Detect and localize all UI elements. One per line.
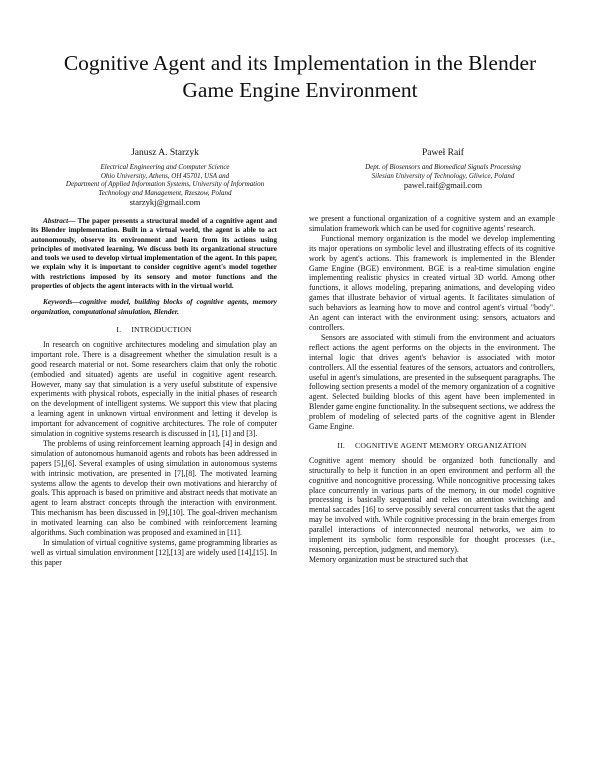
author-block-1: [40, 147, 290, 208]
paragraph: Memory organization must be structured such that: [309, 554, 468, 564]
section-heading-introduction: I. INTRODUCTION: [116, 324, 192, 334]
paragraph: Functional memory organization is the model we develop implementing its major operations on symbolic level and illustrating effects of its cognitive work by agent's actions. This framework is implemented in the Blender Game Engine (BGE) environment. BGE is a real-time simulation engine implementing realistic physics in created virtual 3D world. Among other functions, it allows modeling, preparing animations, and developing video games that illustrate behavior of virtual agents. It facilitates simulation of such behaviors as learning how to move and control agent's virtual "body". An agent can interact with the environment using: sensors, actuators and controllers.: [309, 233, 555, 332]
abstract-lead: Abstract: [43, 216, 69, 225]
author-name: Paweł Raif: [422, 148, 464, 158]
author-email: pawel.raif@gmail.com: [403, 180, 483, 191]
author-name: Janusz A. Starzyk: [131, 148, 199, 158]
paragraph: Sensors are associated with stimuli from the environment and actuators reflect actions the agent performs on the objects in the environment. The internal logic that drives agent's behavior is associated with motor controllers. All the essential features of the sensors, actuators and controllers, useful in agent's simulations, are presented in the subsequent paragraphs. The following section presents a model of the memory organization of a cognitive agent. Selected building blocks of this agent have been implemented in Blender game engine functionality. In the subsequent sections, we address the problem of modeling of selected parts of the cognitive agent in Blender Game Engine.: [309, 332, 555, 432]
right-column: [309, 214, 555, 565]
author-affiliation: Dept. of Biosensors and Biomedical Signals Processing Silesian University of Technology, Gliwice, Poland: [365, 163, 521, 180]
author-block-2: [318, 147, 568, 191]
paragraph: In simulation of virtual cognitive systems, game programming libraries as well as virtual simulation environment [12],[13] are widely used [14],[15]. In this paper: [31, 538, 277, 567]
left-column: [31, 216, 277, 568]
paper-title: Cognitive Agent and its Implementation in the Blender Game Engine Environment: [63, 51, 537, 102]
abstract-text: — The paper presents a structural model of a cognitive agent and its Blender implementation. Built in a virtual world, the agent is able to act autonomously, observe its environment and learn from its actions using principles of motivated learning. We discuss both its organizational structure and tools we used to develop virtual implementation of the agent. In this paper, we explain why it is important to consider cognitive agent's model together with restrictions imposed by its sensory and motor functions and the properties of objects the agent interacts with in the virtual world.: [31, 216, 277, 291]
keywords: Keywords—cognitive model, building blocks of cognitive agents, memory organization, computational simulation, Blender.: [31, 297, 277, 316]
paragraph: The problems of using reinforcement learning approach [4] in design and simulation of autonomous humanoid agents and robots has been addressed in papers [5],[6]. Several examples of using simulation in autonomous systems with intrinsic motivation, are presented in [7],[8]. The motivated learning systems allow the agents to develop their own motivations and hierarchy of goals. This approach is based on primitive and abstract needs that motivate an agent to learn abstract concepts through the interaction with environment. This mechanism has been discussed in [9],[10]. The goal-driven mechanism in motivated learning can also be combined with reinforcement learning algorithms. Such combination was proposed and examined in [11].: [31, 438, 277, 538]
author-affiliation: Electrical Engineering and Computer Science Ohio University, Athens, OH 45701, USA and Department of Applied Information Systems, University of Information Technology and Management, Rzeszow, Poland: [65, 163, 265, 197]
abstract: [31, 216, 277, 290]
paragraph: In research on cognitive architectures modeling and simulation play an important role. There is a disagreement whether the simulation result is a good research material or not. Some researchers claim that only the robotic (embodied and situated) agents are useful in cognitive agent research. However, many say that simulation is a very useful substitute of expensive experiments with physical robots, especially in the initial phases of research on the development of intelligent systems. We support this view that placing a learning agent in unknown virtual environment and letting it develop is important for advancement of cognitive architectures. The role of computer simulation in cognitive systems research is discussed in [1], [1] and [3].: [31, 339, 277, 439]
author-email: starzykj@gmail.com: [129, 197, 201, 208]
section-heading-memory-organization: II. COGNITIVE AGENT MEMORY ORGANIZATION: [337, 440, 527, 450]
paragraph: Cognitive agent memory should be organized both functionally and structurally to help it function in an open environment and perform all the cognitive and noncognitive processing. While noncognitive processing takes place concurrently in various parts of the memory, in our model cognitive processing is basically sequential and relies on attention switching and mental saccades [16] to serve possibly several concurrent tasks that the agent may be involved with. While cognitive processing in the brain emerges from parallel interactions of interconnected neuronal networks, we aim to implement its symbolic form responsible for thought processes (i.e., reasoning, perception, judgment, and memory).: [309, 455, 555, 554]
paragraph: we present a functional organization of a cognitive system and an example simulation framework which can be used for cognitive agents' research.: [309, 214, 555, 233]
